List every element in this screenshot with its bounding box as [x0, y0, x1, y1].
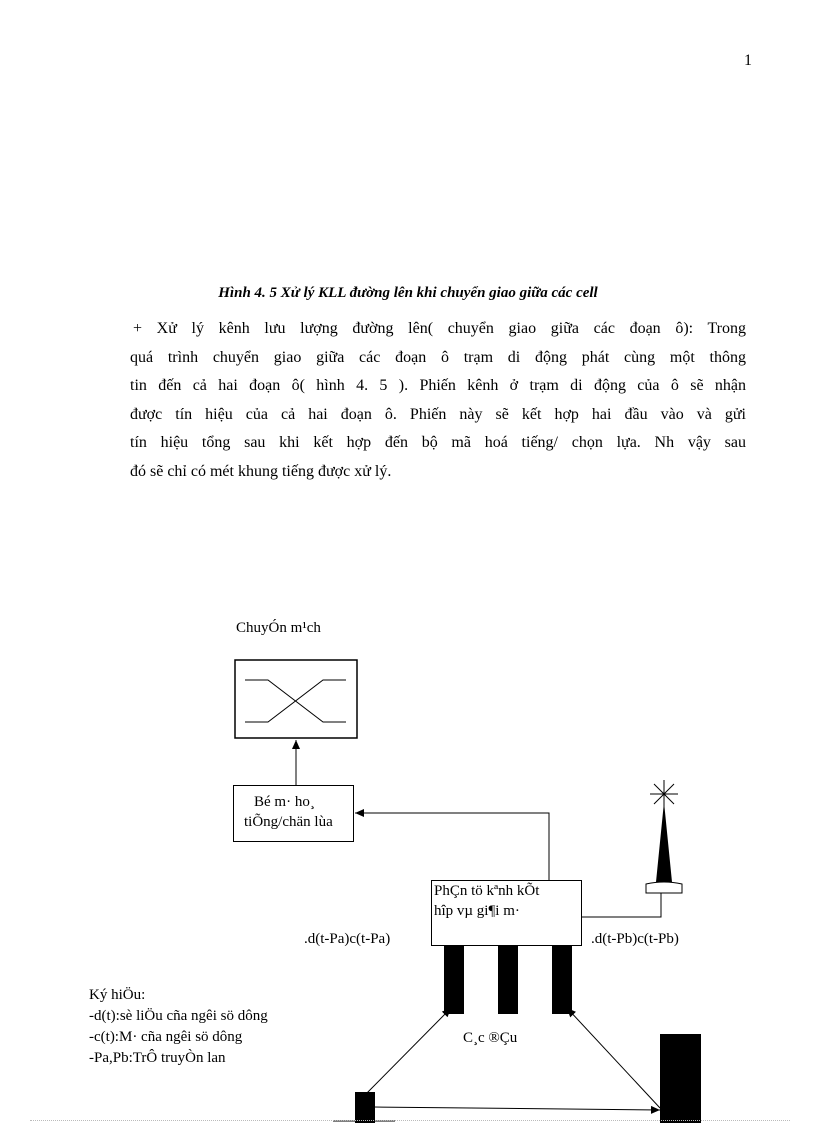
- paragraph-line: tín hiệu tổng sau khi kết hợp đến bộ mã hoá tiếng/ chọn lựa. Nh vậy sau: [130, 434, 746, 451]
- vocoder-label-line1: Bé m· ho¸: [254, 794, 315, 810]
- path-a-arrow: [362, 1008, 451, 1098]
- signal-b-label: .d(t-Pb)c(t-Pb): [591, 931, 679, 947]
- path-b-arrow: [567, 1008, 660, 1108]
- legend-item: -Pa,Pb:TrÔ truyÒn lan: [89, 1050, 226, 1066]
- combiner-label-line1: PhÇn tö kªnh kÕt: [434, 883, 540, 899]
- vocoder-box: [233, 785, 354, 842]
- mobile-to-cell-arrow: [374, 1107, 660, 1110]
- channel-bar-left: [444, 946, 464, 1014]
- channel-bar-right: [552, 946, 572, 1014]
- sector-label: C¸c ®Çu: [463, 1030, 518, 1046]
- combiner-to-tower-line: [582, 893, 661, 917]
- cell-site-block: [660, 1034, 701, 1123]
- legend: [89, 985, 268, 1069]
- mobile-station-block: [355, 1092, 375, 1123]
- page-number: 1: [744, 52, 752, 69]
- paragraph-line: đó sẽ chỉ có mét khung tiếng được xử lý.: [130, 462, 392, 480]
- legend-item: -d(t):sè liÖu cña ngêi sö dông: [89, 1008, 268, 1024]
- signal-a-label: .d(t-Pa)c(t-Pa): [304, 931, 391, 947]
- paragraph-line: được tín hiệu của cả hai đoạn ô. Phiến này sẽ kết hợp hai đầu vào và gửi: [130, 405, 746, 423]
- legend-title: Ký hiÖu:: [89, 987, 146, 1003]
- paragraph-line: + Xử lý kênh lưu lượng đường lên( chuyển giao giữa các đoạn ô): Trong: [133, 320, 746, 337]
- switch-label: ChuyÓn m¹ch: [236, 620, 321, 636]
- legend-item: -c(t):M· cña ngêi sö dông: [89, 1029, 243, 1045]
- paragraph-line: tin đến cả hai đoạn ô( hình 4. 5 ). Phiến kênh ở trạm di động của ô sẽ nhận: [130, 377, 746, 394]
- combiner-label-line2: hîp vµ gi¶i m·: [434, 903, 520, 919]
- figure-caption: Hình 4. 5 Xử lý KLL đường lên khi chuyển giao giữa các cell: [218, 285, 598, 301]
- channel-bar-middle: [498, 946, 518, 1014]
- antenna-tower-icon: [646, 780, 682, 893]
- combiner-to-vocoder-arrow: [355, 813, 549, 880]
- switch-box: [235, 660, 357, 738]
- paragraph-line: quá trình chuyển giao giữa các đoạn ô trạm di động phát cùng một thông: [130, 348, 746, 366]
- page-bottom-rule: [30, 1120, 790, 1121]
- channel-combiner-box: [431, 880, 582, 946]
- vocoder-label-line2: tiÕng/chän lùa: [244, 814, 333, 830]
